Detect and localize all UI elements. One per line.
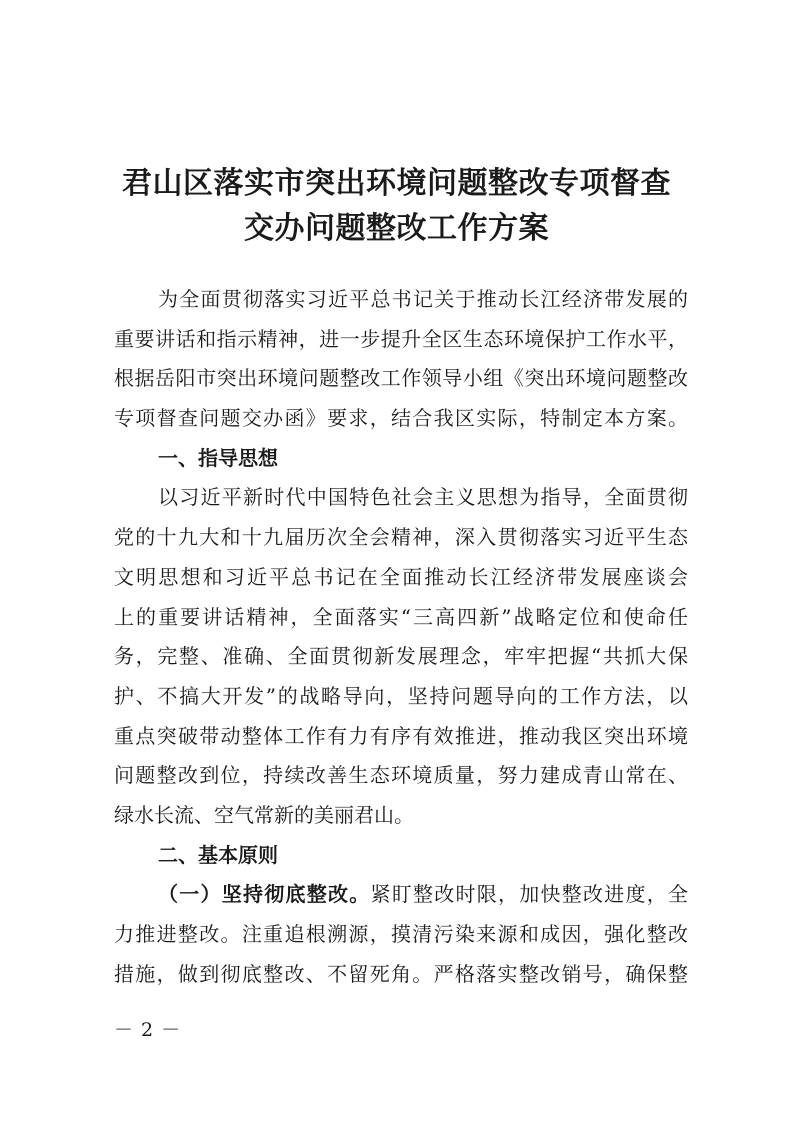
paragraph-line: 问题整改到位，持续改善生态环境质量，努力建成青山常在、 xyxy=(114,763,688,788)
document-body xyxy=(114,280,688,994)
paragraph-line: 文明思想和习近平总书记在全面推动长江经济带发展座谈会 xyxy=(114,564,688,589)
paragraph-line: 重点突破带动整体工作有力有序有效推进，推动我区突出环境 xyxy=(114,723,688,748)
paragraph-line: 力推进整改。注重追根溯源，摸清污染来源和成因，强化整改 xyxy=(114,922,688,946)
paragraph-line: 护、不搞大开发”的战略导向，坚持问题导向的工作方法，以 xyxy=(114,683,688,708)
intro-paragraph xyxy=(114,280,688,439)
guiding-ideology-paragraph xyxy=(114,478,688,835)
paragraph-line: 为全面贯彻落实习近平总书记关于推动长江经济带发展的 xyxy=(158,287,688,311)
paragraph-line xyxy=(114,875,688,915)
paragraph-line: 务，完整、准确、全面贯彻新发展理念，牢牢把握“共抓大保 xyxy=(114,644,688,669)
paragraph-line: 专项督查问题交办函》要求，结合我区实际，特制定本方案。 xyxy=(114,406,688,431)
section-heading-basic-principles: 二、基本原则 xyxy=(158,842,278,867)
paragraph-line: 以习近平新时代中国特色社会主义思想为指导，全面贯彻 xyxy=(158,485,688,510)
paragraph-line: 绿水长流、空气常新的美丽君山。 xyxy=(114,802,414,827)
paragraph-line: 措施，做到彻底整改、不留死角。严格落实整改销号，确保整 xyxy=(114,961,688,986)
principle-1-lead: （一）坚持彻底整改。 xyxy=(158,882,371,907)
paragraph-line: 上的重要讲话精神，全面落实“三高四新”战略定位和使命任 xyxy=(114,604,688,629)
section-heading-guiding-ideology: 一、指导思想 xyxy=(158,445,278,470)
paragraph-line: 重要讲话和指示精神，进一步提升全区生态环境保护工作水平， xyxy=(114,326,688,351)
principle-1-first-line-rest: 紧盯整改时限，加快整改进度，全 xyxy=(370,882,688,907)
principle-1-paragraph xyxy=(114,875,688,994)
document-title-line-1: 君山区落实市突出环境问题整改专项督查 xyxy=(122,166,671,201)
document-title-line-2: 交办问题整改工作方案 xyxy=(244,211,549,246)
page-number: － 2 － xyxy=(114,1019,182,1041)
paragraph-line: 党的十九大和十九届历次全会精神，深入贯彻落实习近平生态 xyxy=(114,525,688,550)
paragraph-line: 根据岳阳市突出环境问题整改工作领导小组《突出环境问题整改 xyxy=(114,366,688,391)
